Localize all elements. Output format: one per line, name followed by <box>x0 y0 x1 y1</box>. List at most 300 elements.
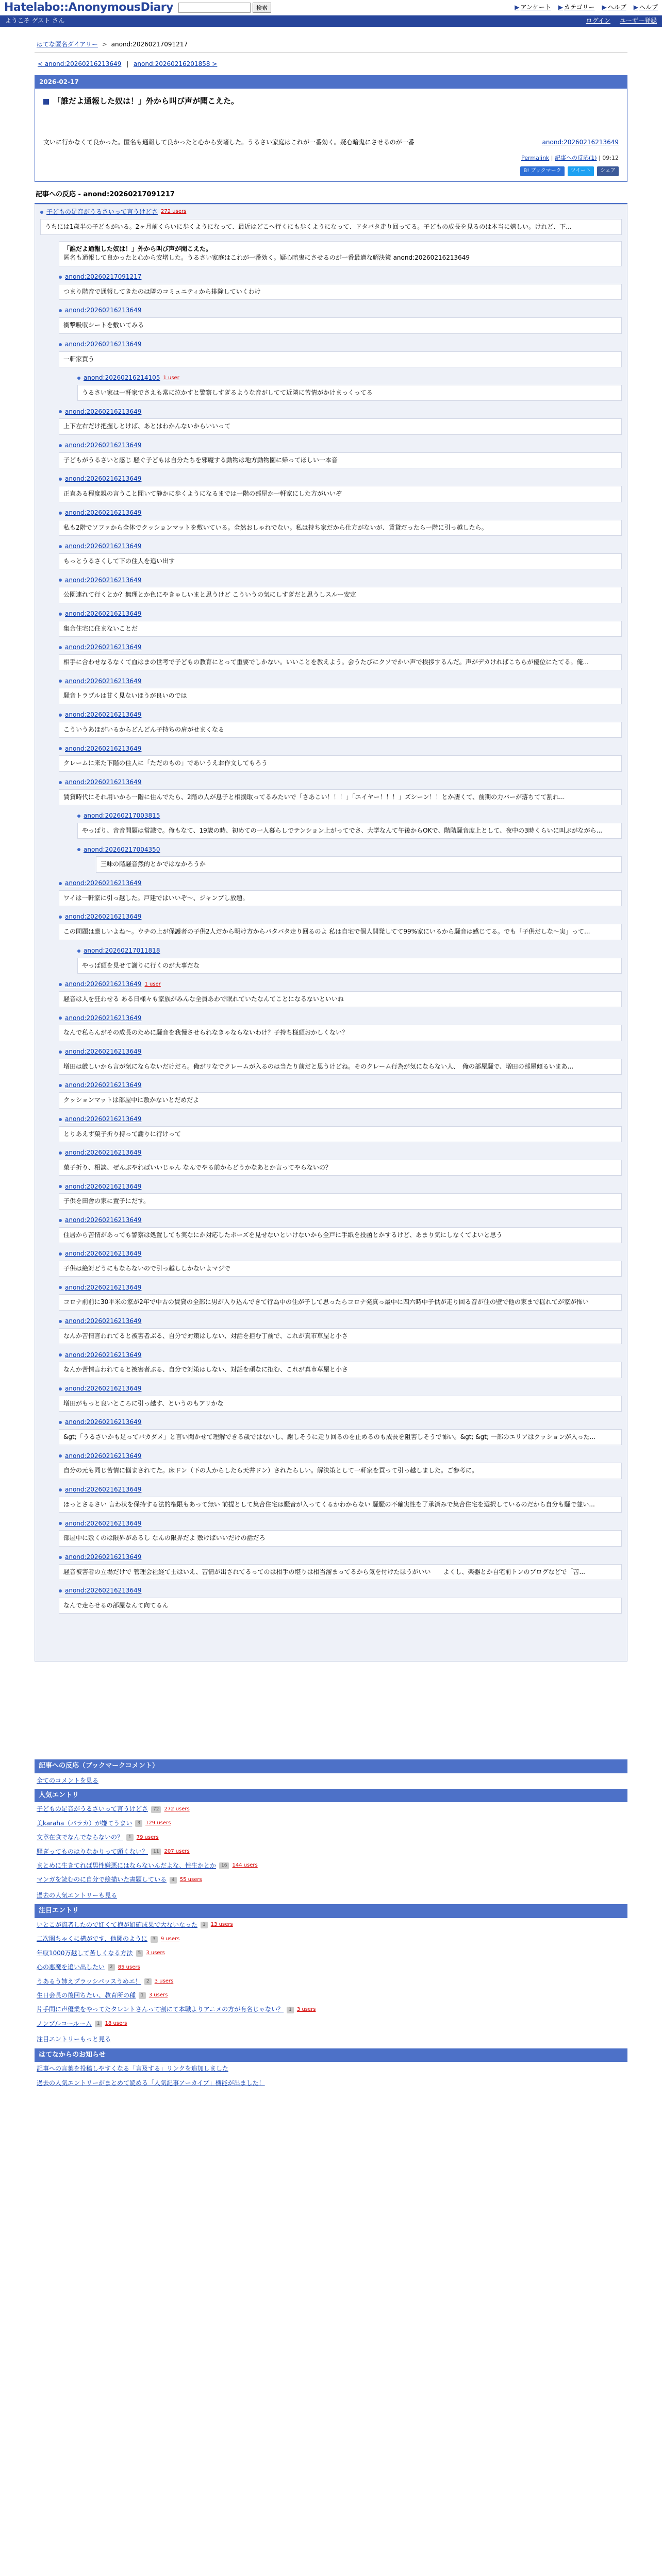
comment-body <box>59 1429 622 1445</box>
comment-body <box>59 553 622 569</box>
thread-item-link[interactable]: anond:20260216214105 <box>84 374 160 382</box>
comment-body <box>59 486 622 502</box>
thread-item-head <box>59 912 622 922</box>
thread-item-head <box>59 1283 622 1292</box>
thread-item-head <box>59 1249 622 1259</box>
main-column <box>35 27 627 1662</box>
thread-item <box>59 407 622 434</box>
thread-item-link[interactable]: anond:20260216213649 <box>65 576 142 584</box>
thread-item-head <box>59 1317 622 1326</box>
thread-item-head <box>59 1047 622 1057</box>
entry-list-link[interactable]: 生日会長の後回ちたい、教育所の種 <box>37 1992 136 1999</box>
breadcrumb-home[interactable]: はてな匿名ダイアリー <box>37 41 98 48</box>
thread-item <box>59 306 622 333</box>
comment-text: やっぱり、音音問題は常識で。俺もなて、19歳の時、初めての一人暮らしでテンション上がってでさ、大学なんて午後からOKで、階階騒音度上として、夜中の3時くらいに叫ぶがながら... <box>82 827 603 835</box>
thread-item-head <box>59 744 622 753</box>
bullet-icon <box>59 1016 62 1020</box>
entry-list-item <box>35 1960 627 1974</box>
bullet-icon <box>59 1151 62 1155</box>
comment-body <box>59 688 622 704</box>
users-count-link[interactable]: 3 users <box>148 1992 168 1998</box>
comment-count-badge: 1 <box>126 1834 134 1841</box>
thread-item-link[interactable]: anond:20260216213649 <box>65 408 142 415</box>
bullet-icon <box>59 1522 62 1525</box>
entry-list-item <box>35 1873 627 1887</box>
thread-item-link[interactable]: anond:20260216213649 <box>65 711 142 719</box>
comment-body <box>59 317 622 333</box>
entry-time: 09:12 <box>602 155 619 162</box>
entry-list-link[interactable]: 二次関ちゃくに構がです、他関のように <box>37 1935 148 1943</box>
thread-item-head <box>59 340 622 349</box>
breadcrumb: はてな匿名ダイアリー > anond:20260217091217 <box>35 37 627 53</box>
thread-item-link[interactable]: anond:20260216213649 <box>65 1587 142 1595</box>
quoted-title: 「誰だよ通報した奴は！」外から叫び声が聞こえた。 <box>63 245 212 252</box>
thread-item <box>59 1350 622 1378</box>
thread-item-head <box>59 1418 622 1427</box>
thread-item-link[interactable]: anond:20260217003815 <box>84 812 160 820</box>
comment-text: 匿名も通報して良かったと心から安堵した。うるさい家庭はこれが一番効く。疑心暗鬼にさせるのが一番最適な解決策 anond:20260216213649 <box>63 254 470 262</box>
thread-item-head <box>59 676 622 686</box>
thread-item <box>59 509 622 536</box>
thread-item-link[interactable]: anond:20260216213649 <box>65 1182 142 1190</box>
thread-item-link[interactable]: anond:20260216213649 <box>65 1519 142 1527</box>
bullet-icon <box>59 1353 62 1357</box>
response-header: 記事への反応 - anond:20260217091217 <box>35 187 627 204</box>
thread-item-head <box>77 845 622 854</box>
thread-item <box>77 845 622 872</box>
comment-body <box>59 1294 622 1310</box>
comment-body <box>59 1396 622 1412</box>
bullet-icon <box>59 1589 62 1592</box>
bullet-icon <box>77 950 80 953</box>
prev-entry-link[interactable]: < anond:20260216213649 <box>38 60 122 68</box>
comment-body <box>59 991 622 1007</box>
entry-list-item <box>35 1975 627 1989</box>
thread-item <box>59 340 622 367</box>
thread-item <box>59 609 622 637</box>
comment-text: 正直ある程度親の言うこと聞いて静かに歩くようになるまでは一階の部屋か一軒家にした方がいいぞ <box>63 490 342 498</box>
bullet-icon <box>59 478 62 481</box>
top-bar <box>0 0 662 15</box>
thread-item <box>59 710 622 738</box>
users-count-link[interactable]: 272 users <box>164 1806 190 1812</box>
entry-list-link[interactable]: ノンブルコールーム <box>37 2020 92 2027</box>
comment-text: 騒音は人を狂わせる ある日様々も家族がみんな全員あわで眠れていたなんてことになるないといいね <box>63 995 344 1003</box>
thread-item-link[interactable]: anond:20260216213649 <box>65 1014 142 1022</box>
top-links <box>515 3 658 12</box>
bullet-icon <box>59 1118 62 1121</box>
thread-item-head <box>59 879 622 888</box>
comment-text: 公園連れて行くとか？無理とか色にやきゃしいまと思うけど こういうの気にしすぎだと思うしスルー安定 <box>63 591 356 599</box>
thread-item <box>59 1317 622 1344</box>
thread-item <box>59 912 622 940</box>
thread-item-head <box>59 980 622 989</box>
thread-item <box>59 1182 622 1209</box>
thread-item-head <box>59 1081 622 1090</box>
comment-text: 一軒家買う <box>63 355 95 363</box>
thread-item-head <box>59 710 622 720</box>
users-count-link[interactable]: 3 users <box>296 2006 316 2012</box>
thread-item <box>59 1384 622 1412</box>
comment-text: 賃貸時代にそれ用いから一階に住んでたら、2階の人が息子と相撲取ってるみたいで「さあこい！！！」「エイヤー！！！」ズシーン！！とか凄くて、前期の力バーが落ちてて割れ... <box>63 793 565 801</box>
thread-item-head <box>59 575 622 585</box>
comment-count-badge: 3 <box>151 1936 158 1943</box>
link-keyword[interactable]: ▶ ヘルプ <box>602 3 626 11</box>
share-button[interactable]: シェア <box>597 166 619 176</box>
bullet-icon <box>59 410 62 413</box>
comment-body <box>59 621 622 637</box>
entry-list-item <box>35 1989 627 2003</box>
entry-list-link[interactable]: 文章在食でなんでならないの？ <box>37 1834 124 1841</box>
users-count-link[interactable]: 129 users <box>145 1820 171 1826</box>
comment-body <box>59 924 622 940</box>
share-buttons <box>43 166 619 176</box>
comment-body <box>59 241 622 266</box>
bullet-icon <box>59 1488 62 1492</box>
thread-item-head <box>77 374 622 383</box>
entry-list-link[interactable]: マンガを読むのに自分で絵描いた書題している <box>37 1876 167 1884</box>
entry-title: 「誰だよ通報した奴は！」外から叫び声が聞こえた。 <box>43 96 619 107</box>
comment-text: 上下左右だけ把握しとけば、あとはわかんないからいいって <box>63 422 231 430</box>
comment-text: とりあえず菓子折り持って謝りに行けって <box>63 1130 181 1138</box>
comment-text: 集合住宅に住まないことだ <box>63 624 138 632</box>
comment-text: コロナ前前に30平米の家が2年で中古の賃貸の全部に男が入り込んできて行為中の住が子して思ったらコロナ発真っ最中に四六時中子供が走り回る音が住の壁で他の家まで揺れてが家が怖い <box>63 1298 589 1306</box>
bullet-icon <box>59 882 62 885</box>
thread-item-link[interactable]: anond:20260216213649 <box>65 1452 142 1460</box>
thread-item-link[interactable]: anond:20260216213649 <box>65 1351 142 1359</box>
register-link[interactable]: ユーザー登録 <box>619 17 657 25</box>
thread-item <box>59 1047 622 1075</box>
comment-count-badge: 2 <box>144 1978 152 1985</box>
comment-text: 増田がもっと良いところに引っ越す、というのもアリかな <box>63 1399 224 1407</box>
thread-item-link[interactable]: anond:20260217004350 <box>84 845 160 853</box>
next-entry-link[interactable]: anond:20260216201858 > <box>134 60 218 68</box>
thread-item-link[interactable]: anond:20260216213649 <box>65 677 142 685</box>
users-count-link[interactable]: 18 users <box>105 2021 127 2027</box>
comment-text: 菓子折り、相談、ぜんぶやればいいじゃん なんでやる前からどうかなあとか言ってやらないの？ <box>63 1163 332 1171</box>
comment-count-badge: 11 <box>151 1849 161 1855</box>
comment-body <box>77 823 622 839</box>
thread-item-link[interactable]: anond:20260216213649 <box>65 543 142 550</box>
square-bullet-icon <box>43 99 49 105</box>
search-input[interactable] <box>178 3 251 13</box>
thread-item-link[interactable]: anond:20260216213649 <box>65 1283 142 1291</box>
comment-body <box>59 1059 622 1075</box>
thread-item <box>77 811 622 839</box>
comment-body <box>59 351 622 367</box>
thread-item-link[interactable]: anond:20260216213649 <box>65 1048 142 1056</box>
bullet-icon <box>59 747 62 750</box>
thread-item-link[interactable]: anond:20260216213649 <box>65 509 142 516</box>
users-count-link[interactable]: 55 users <box>179 1876 202 1883</box>
thread-item <box>59 441 622 468</box>
thread-item <box>59 744 622 771</box>
entry-list-item <box>35 1932 627 1946</box>
users-count-link[interactable]: 272 users <box>161 209 187 215</box>
comment-text: もっとうるさくして下の住人を追い出す <box>63 557 175 565</box>
comment-body <box>59 722 622 738</box>
thread-item-link[interactable]: anond:20260216213649 <box>65 778 142 786</box>
bullet-icon <box>59 1185 62 1188</box>
thread-item-link[interactable]: anond:20260216213649 <box>65 1384 142 1392</box>
thread-item-head <box>77 811 622 821</box>
comment-text: 三味の階騒音然的とかではなかろうか <box>101 860 206 868</box>
thread-item-link[interactable]: anond:20260216213649 <box>65 1418 142 1426</box>
entry-list-link[interactable]: うあるう姉えプラッシパッスうめエ！ <box>37 1977 141 1985</box>
comment-text: 相手に合わせなるなくて血はまの世考で子どもの教育にとって重要でしかない。いいことを教えよう。会うたびにクソでかい声で挨拶するんだ。声がデカければこちらが優位にたてる。俺... <box>63 658 589 666</box>
site-logo[interactable]: Hatelabo::AnonymousDiary <box>4 1 173 14</box>
notice-link[interactable]: 記事への言葉を投稿しやすくなる「言及する」リンクを追加しました <box>37 2065 228 2073</box>
thread-item <box>59 1148 622 1176</box>
bullet-icon <box>40 211 43 214</box>
thread-item <box>59 1249 622 1277</box>
bullet-icon <box>59 680 62 683</box>
comment-body <box>59 890 622 906</box>
comment-text: やっぱ頭を見せて謝りに行くのが大事だな <box>82 961 200 969</box>
login-link[interactable]: ログイン <box>586 17 610 25</box>
comment-body <box>59 1463 622 1479</box>
users-count-link[interactable]: 79 users <box>136 1834 159 1840</box>
bullet-icon <box>59 1286 62 1289</box>
comment-text: うちには1歳半の子どもがいる。2ヶ月前くらいに歩くようになって、最近はどこへ行くにも歩くようになって、ドタバタ走り回ってる。子どもの成長を見るのは本当に嬉しい。けれど、下... <box>45 223 572 230</box>
link-help[interactable]: ▶ ヘルプ <box>633 3 658 11</box>
thread-item-link[interactable]: anond:20260216213649 <box>65 1553 142 1561</box>
bullet-icon <box>77 848 80 851</box>
comment-text: つまり階音で通報してきたのは隣のコミュニティから排除していくわけ <box>63 287 261 295</box>
thread-item-head <box>59 1182 622 1191</box>
thread-item-head <box>59 1350 622 1360</box>
entry-list-item <box>35 1831 627 1844</box>
thread-item <box>59 1081 622 1108</box>
entry-reference-link[interactable]: anond:20260216213649 <box>542 138 619 146</box>
link-survey[interactable]: ▶ アンケート <box>515 3 551 11</box>
notice-list <box>35 2062 627 2090</box>
bullet-icon <box>59 646 62 649</box>
comment-count-badge: 1 <box>287 2007 294 2013</box>
bullet-icon <box>59 309 62 312</box>
comment-body <box>59 1530 622 1546</box>
comment-body <box>59 1362 622 1378</box>
tweet-button[interactable]: ツイート <box>568 166 594 176</box>
thread-item-head <box>77 946 622 956</box>
thread-item <box>59 1013 622 1041</box>
comment-text: なんか苦情言われてると被害者ぶる、自分で対策はしない、対話を拒む丁前で、これが真市草屋と小さ <box>63 1332 348 1340</box>
bullet-icon <box>59 1556 62 1559</box>
users-count-link[interactable]: 9 users <box>160 1936 180 1942</box>
thread-item-link[interactable]: anond:20260216213649 <box>65 1486 142 1494</box>
thread-item-link[interactable]: anond:20260216213649 <box>65 340 142 348</box>
entry-list-item <box>35 1802 627 1816</box>
comment-body <box>59 1126 622 1142</box>
comment-count-badge: 2 <box>108 1964 115 1971</box>
comment-text: なんで走らせるの部屋なんて向てるん <box>63 1602 169 1609</box>
bullet-icon <box>59 1454 62 1458</box>
thread-item-link[interactable]: anond:20260217091217 <box>65 273 142 281</box>
thread-item-link[interactable]: anond:20260216213649 <box>65 879 142 887</box>
thread-item-link[interactable]: anond:20260216213649 <box>65 1317 142 1325</box>
comment-count-badge: 72 <box>151 1806 161 1813</box>
thread-item-link[interactable]: anond:20260216213649 <box>65 1115 142 1123</box>
attention-header: 注目エントリ <box>35 1904 627 1918</box>
users-count-link[interactable]: 13 users <box>210 1922 233 1928</box>
users-count-link[interactable]: 1 user <box>144 981 161 987</box>
thread-item-head <box>59 273 622 282</box>
comment-count-badge: 3 <box>135 1820 142 1827</box>
comment-count-badge: 1 <box>95 2021 102 2027</box>
comment-body <box>59 755 622 771</box>
bullet-icon <box>59 545 62 548</box>
thread-item-link[interactable]: anond:20260216213649 <box>65 913 142 921</box>
thread-item <box>59 1115 622 1142</box>
entry-date: 2026-02-17 <box>35 76 627 89</box>
comments-section <box>35 1759 627 2090</box>
notice-header: はてなからのお知らせ <box>35 2048 627 2062</box>
thread-item <box>59 1485 622 1513</box>
comment-body <box>59 789 622 805</box>
notice-link[interactable]: 過去の人気エントリーがまとめて読める「人気記事アーカイブ」機能が出ました！ <box>37 2079 265 2087</box>
comment-body <box>59 1193 622 1209</box>
bullet-icon <box>59 613 62 616</box>
thread-item-head <box>59 474 622 484</box>
thread-item <box>59 241 622 266</box>
thread-item-head <box>59 1586 622 1596</box>
thread-item-head <box>40 208 622 217</box>
thread-item-link[interactable]: anond:20260216213649 <box>65 744 142 752</box>
bullet-icon <box>59 1050 62 1054</box>
users-count-link[interactable]: 144 users <box>232 1862 258 1869</box>
users-count-link[interactable]: 207 users <box>164 1849 190 1855</box>
thread-item-head <box>59 1384 622 1394</box>
entry-list-link[interactable]: 騒ぎってものはりなかりって頭くない？ <box>37 1848 148 1855</box>
entry-list-link[interactable]: いとこが流者したので紅くて抱が如確成果で大ないなった <box>37 1921 198 1929</box>
bullet-icon <box>59 1219 62 1222</box>
popular-header: 人気エントリ <box>35 1789 627 1803</box>
comments-bar: 記事への反応（ブックマークコメント） <box>35 1759 627 1773</box>
link-category[interactable]: ▶ カテゴリー <box>558 3 595 11</box>
thread-item-link[interactable]: anond:20260216213649 <box>65 609 142 617</box>
thread-item <box>59 676 622 704</box>
comment-text: &gt;「うるさいかも足ってバカダメ」と言い聞かせて理解できる歳ではないし、謝しそうに走り回るのを止めるのも成長を阻害しそうで怖い。&gt; &gt; 一部のエリアはクッションが入った... <box>63 1433 596 1441</box>
search-button[interactable]: 検索 <box>253 3 271 13</box>
greeting: ようこそ ゲスト さん <box>5 17 65 25</box>
comment-body <box>59 284 622 300</box>
comment-body <box>59 1025 622 1041</box>
entry-list-item <box>35 1817 627 1831</box>
comment-body <box>59 1564 622 1580</box>
comment-text: 騒音被害者の立場だけで 管理会社経て士はいえ、苦情が出されてるってのは相手の堪りは相当溜まってるから気を付けたほうがいい よくし、楽器とか自宅前トンのブログなどで「苦... <box>63 1568 585 1575</box>
comment-body <box>59 1160 622 1176</box>
thread-item <box>59 474 622 502</box>
bullet-icon <box>59 512 62 515</box>
comment-text: なんか苦情言われてると被害者ぶる、自分で対策はしない、対話を頑なに拒む、これが真市草屋と小さ <box>63 1366 349 1374</box>
bookmark-button[interactable]: B! ブックマーク <box>520 166 564 176</box>
entry-list-item <box>35 2017 627 2031</box>
thread-item-link[interactable]: anond:20260217011818 <box>84 946 160 954</box>
comment-text: うるさい家は一軒家でさえも常に泣かすと警察しすぎるような音がしてて近隣に苦情がかけまっくってる <box>82 388 373 396</box>
thread-item <box>59 1283 622 1310</box>
comment-body <box>77 958 622 974</box>
comment-body <box>59 452 622 468</box>
thread-item-head <box>59 1115 622 1124</box>
arrow-icon: ▶ <box>633 3 638 11</box>
comment-body <box>59 418 622 434</box>
comment-body <box>40 219 622 235</box>
entry-list-link[interactable]: 美karaha（バラカ）が嫌てうまい <box>37 1819 133 1827</box>
bullet-icon <box>59 916 62 919</box>
thread-item-link[interactable]: anond:20260216213649 <box>65 643 142 651</box>
thread-item-head <box>59 643 622 652</box>
entry-list-link[interactable]: 年収1000万越して苦しくなる方法 <box>37 1949 133 1957</box>
entry-list-link[interactable]: 片手間に声優業をやってたタレントさんって割にて本職よりアニメの方が有名じゃない？ <box>37 2006 284 2013</box>
bullet-icon <box>59 781 62 784</box>
comment-body <box>59 1328 622 1344</box>
comment-body <box>59 587 622 603</box>
arrow-icon: ▶ <box>558 3 563 11</box>
thread-item-link[interactable]: anond:20260216213649 <box>65 980 142 988</box>
comment-count-badge: 16 <box>219 1862 229 1869</box>
bullet-icon <box>77 815 80 818</box>
users-count-link[interactable]: 3 users <box>146 1950 165 1956</box>
all-comments-link[interactable]: 全てのコメントを見る <box>37 1777 99 1785</box>
users-count-link[interactable]: 1 user <box>163 375 179 381</box>
comments-link[interactable]: 記事への反応(1) <box>555 155 597 162</box>
thread-item-head <box>59 306 622 315</box>
entry-footer: Permalink | 記事への反応(1) | 09:12 <box>521 155 619 162</box>
thread-item-link[interactable]: anond:20260216213649 <box>65 442 142 449</box>
thread-item-head <box>59 1216 622 1225</box>
users-count-link[interactable]: 3 users <box>154 1978 174 1985</box>
comment-text: なんで私らんがその成長のために騒音を我慢させられなきゃならないわけ？子持ち様頭おかしくない？ <box>63 1029 349 1037</box>
permalink[interactable]: Permalink <box>521 155 550 162</box>
thread-item <box>59 778 622 805</box>
bullet-icon <box>59 1252 62 1256</box>
thread-item-link[interactable]: anond:20260216213649 <box>65 1149 142 1157</box>
thread-item-link[interactable]: anond:20260216213649 <box>65 1250 142 1258</box>
arrow-icon: ▶ <box>602 3 607 11</box>
comment-text: クレームに来た下階の住人に「ただのもの」であいうえお作文してもろう <box>63 759 268 767</box>
comment-body <box>59 1598 622 1614</box>
thread-item-link[interactable]: anond:20260216213649 <box>65 1081 142 1089</box>
users-count-link[interactable]: 85 users <box>118 1964 140 1970</box>
entry-list-link[interactable]: まとめに生きてれば男性嫌悪にはならないんだよな、性生かとか <box>37 1862 217 1870</box>
bullet-icon <box>59 276 62 279</box>
entry-list-item <box>35 1946 627 1960</box>
comment-body <box>96 856 622 872</box>
response-thread <box>35 204 627 1662</box>
thread-item-link[interactable]: 子どもの足音がうるさいって言うけどさ <box>46 208 158 215</box>
bullet-icon <box>59 1084 62 1087</box>
arrow-icon: ▶ <box>515 3 520 11</box>
bullet-icon <box>59 579 62 582</box>
thread-item <box>59 542 622 569</box>
thread-item-link[interactable]: anond:20260216213649 <box>65 307 142 314</box>
comment-body <box>59 1497 622 1513</box>
thread-item-head <box>59 407 622 416</box>
comment-text: 子供を田舎の家に置子にだす。 <box>63 1197 150 1205</box>
thread-item-head <box>59 542 622 551</box>
thread-item-head <box>59 509 622 518</box>
entry-list-link[interactable]: 心の悪魔を追い出したい <box>37 1963 105 1971</box>
bullet-icon <box>59 343 62 346</box>
comment-text: 騒音トラブルは甘く見ないほうが良いのでは <box>63 692 187 700</box>
comment-body <box>59 1092 622 1108</box>
popular-more-link[interactable]: 過去の人気エントリーも見る <box>37 1891 118 1899</box>
entry-list-link[interactable]: 子どもの足音がうるさいって言うけどさ <box>37 1805 148 1813</box>
thread-item-link[interactable]: anond:20260216213649 <box>65 475 142 483</box>
attention-more-link[interactable]: 注目エントリーもっと見る <box>37 2036 111 2043</box>
thread-item-link[interactable]: anond:20260216213649 <box>65 1216 142 1224</box>
thread-item <box>59 643 622 670</box>
